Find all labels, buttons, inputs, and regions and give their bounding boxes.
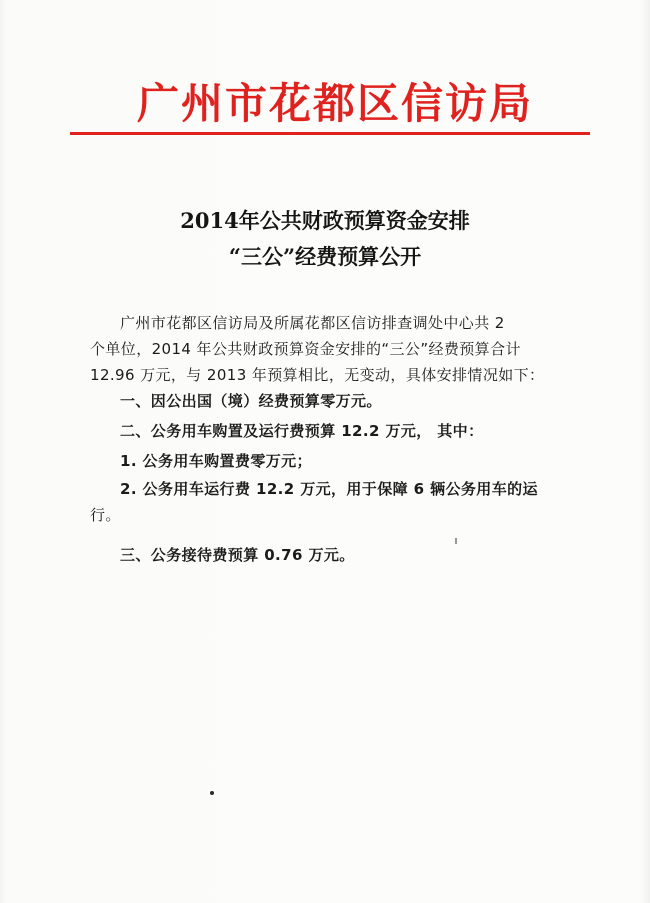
document-title-line-1: 2014年公共财政预算资金安排 bbox=[180, 208, 470, 233]
paragraph-1-line-3: 12.96 万元，与 2013 年预算相比，无变动，具体安排情况如下： bbox=[90, 366, 545, 384]
item-1-overseas-travel: 一、因公出国（境）经费预算零万元。 bbox=[120, 392, 382, 410]
scan-mark bbox=[455, 538, 457, 544]
item-2-1-vehicle-purchase: 1. 公务用车购置费零万元； bbox=[120, 452, 312, 470]
item-2-2-vehicle-operation-line-2: 行。 bbox=[90, 506, 121, 524]
document-title-line-2: “三公”经费预算公开 bbox=[228, 244, 422, 269]
letterhead-title: 广州市花都区信访局 bbox=[136, 79, 533, 128]
paragraph-1-line-1: 广州市花都区信访局及所属花都区信访排查调处中心共 2 bbox=[120, 314, 505, 332]
paragraph-1-line-2: 个单位，2014 年公共财政预算资金安排的“三公”经费预算合计 bbox=[90, 340, 521, 358]
scan-dot bbox=[210, 791, 214, 795]
item-2-2-vehicle-operation-line-1: 2. 公务用车运行费 12.2 万元，用于保障 6 辆公务用车的运 bbox=[120, 480, 538, 498]
letterhead-red-rule bbox=[70, 132, 590, 135]
item-3-reception: 三、公务接待费预算 0.76 万元。 bbox=[120, 546, 355, 564]
item-2-vehicle-budget: 二、公务用车购置及运行费预算 12.2 万元， 其中： bbox=[120, 422, 484, 440]
